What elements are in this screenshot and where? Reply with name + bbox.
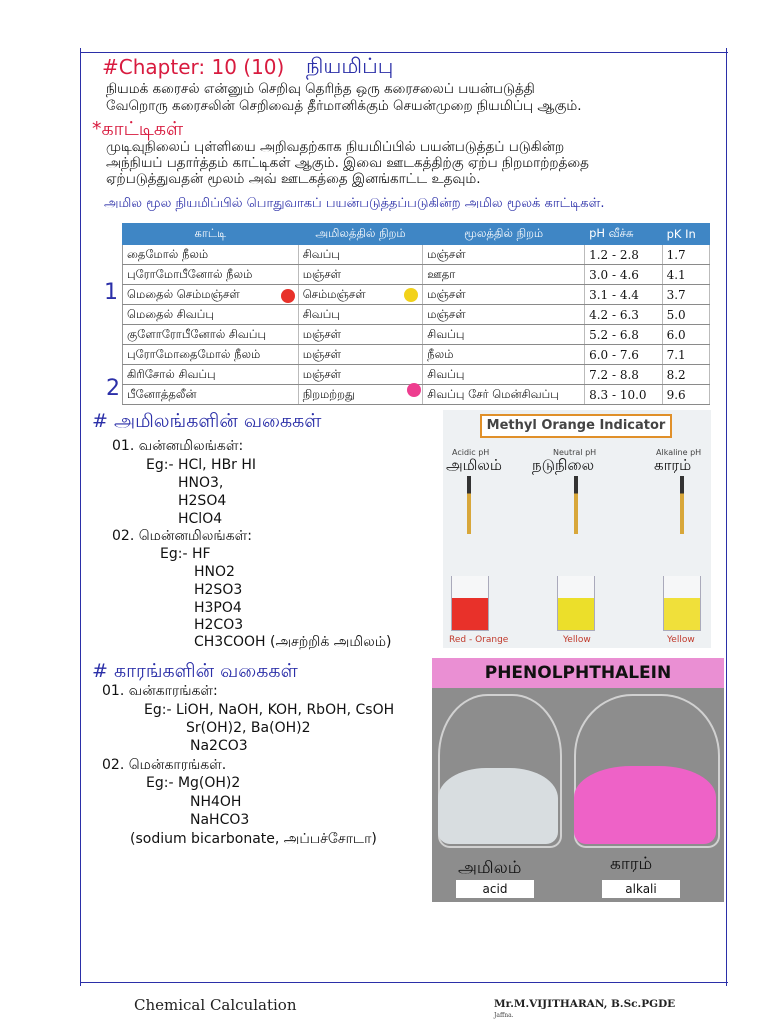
cell-ph-range: 4.2 - 6.3 bbox=[585, 305, 663, 325]
weak-acid-item: H2CO3 bbox=[194, 617, 244, 633]
cell-base-color: சிவப்பு சேர் மென்சிவப்பு bbox=[423, 385, 585, 405]
cell-pkin: 8.2 bbox=[662, 365, 709, 385]
alkali-label-ta: காரம் bbox=[654, 456, 692, 474]
intro-line-2: வேறொரு கரைசலின் செறிவைத் தீர்மானிக்கும் செயன்முறை நியமிப்பு ஆகும். bbox=[106, 98, 582, 114]
cell-indicator: மெதைல் சிவப்பு bbox=[123, 305, 299, 325]
cell-base-color: சிவப்பு bbox=[423, 325, 585, 345]
acid-label-ta: அமிலம் bbox=[446, 456, 502, 474]
cell-indicator: புரோமோதைமோல் நீலம் bbox=[123, 345, 299, 365]
acidic-ph-label: Acidic pH bbox=[452, 448, 490, 457]
acid-beaker bbox=[451, 576, 489, 631]
cell-pkin: 5.0 bbox=[662, 305, 709, 325]
col-header-pkin: pK In bbox=[662, 224, 709, 245]
weak-acid-item: HNO2 bbox=[194, 564, 235, 580]
cell-base-color: மஞ்சள் bbox=[423, 285, 585, 305]
alkali-caption: alkali bbox=[602, 880, 680, 898]
neutral-ph-label: Neutral pH bbox=[553, 448, 597, 457]
cell-indicator: பீனோத்தலீன் bbox=[123, 385, 299, 405]
intro-line-1: நியமக் கரைசல் என்னும் செறிவு தெரிந்த ஒரு கரைசலைப் பயன்படுத்தி bbox=[106, 81, 535, 97]
cell-base-color: ஊதா bbox=[423, 265, 585, 285]
cell-acid-color: மஞ்சள் bbox=[298, 325, 423, 345]
yellow-dot-marker bbox=[404, 288, 418, 302]
cell-pkin: 4.1 bbox=[662, 265, 709, 285]
table-row bbox=[123, 365, 710, 385]
weak-base-item: NH4OH bbox=[190, 794, 242, 810]
table-row bbox=[123, 305, 710, 325]
row-marker-1: 1 bbox=[104, 280, 118, 305]
methyl-orange-title: Methyl Orange Indicator bbox=[480, 414, 672, 438]
acid-caption: acid bbox=[456, 880, 534, 898]
acid-solution bbox=[438, 768, 558, 844]
table-row bbox=[123, 265, 710, 285]
indicators-line-1: முடிவுநிலைப் புள்ளியை அறிவதற்காக நியமிப்பில் பயன்படுத்தப் படுகின்ற bbox=[106, 139, 565, 155]
indicator-table bbox=[122, 223, 710, 405]
acid-color-label: Red - Orange bbox=[449, 635, 509, 645]
strong-acids-eg: Eg:- HCl, HBr HI bbox=[146, 457, 257, 473]
cell-base-color: நீலம் bbox=[423, 345, 585, 365]
cell-acid-color: சிவப்பு bbox=[298, 305, 423, 325]
weak-acid-item: H3PO4 bbox=[194, 600, 242, 616]
cell-pkin: 6.0 bbox=[662, 325, 709, 345]
strong-acid-item: HClO4 bbox=[178, 511, 223, 527]
table-row bbox=[123, 345, 710, 365]
weak-bases-label: 02. மென்காரங்கள். bbox=[102, 757, 227, 773]
cell-indicator: கிரிசோல் சிவப்பு bbox=[123, 365, 299, 385]
row-marker-2: 2 bbox=[106, 376, 120, 401]
table-row bbox=[123, 245, 710, 265]
footer-author: Mr.M.VIJITHARAN, B.Sc.PGDE bbox=[494, 998, 676, 1010]
page-border-right bbox=[726, 48, 727, 986]
chapter-label: #Chapter: 10 (10) bbox=[102, 55, 285, 79]
cell-base-color: மஞ்சள் bbox=[423, 245, 585, 265]
cell-ph-range: 3.1 - 4.4 bbox=[585, 285, 663, 305]
indicators-line-3: ஏற்படுத்துவதன் மூலம் அவ் ஊடகத்தை இனங்காட்ட உதவும். bbox=[106, 171, 481, 187]
indicators-line-2: அந்நியப் பதார்த்தம் காட்டிகள் ஆகும். இவை ஊடகத்திற்கு ஏற்ப நிறமாற்றத்தை bbox=[106, 155, 589, 171]
cell-pkin: 1.7 bbox=[662, 245, 709, 265]
weak-acid-item: H2SO3 bbox=[194, 582, 243, 598]
strong-bases-eg: Eg:- LiOH, NaOH, KOH, RbOH, CsOH bbox=[144, 702, 395, 718]
col-header-ph-range: pH வீச்சு bbox=[585, 224, 663, 245]
footer-location: Jaffna. bbox=[494, 1012, 514, 1019]
cell-pkin: 7.1 bbox=[662, 345, 709, 365]
alkali-solution bbox=[574, 766, 716, 844]
strong-acids-label: 01. வன்னமிலங்கள்: bbox=[112, 438, 244, 454]
phenolphthalein-figure bbox=[432, 658, 724, 902]
dropper-icon bbox=[467, 476, 471, 534]
cell-ph-range: 8.3 - 10.0 bbox=[585, 385, 663, 405]
cell-pkin: 9.6 bbox=[662, 385, 709, 405]
footer-subject: Chemical Calculation bbox=[134, 996, 297, 1014]
dropper-icon bbox=[680, 476, 684, 534]
cell-ph-range: 7.2 - 8.8 bbox=[585, 365, 663, 385]
cell-acid-color: மஞ்சள் bbox=[298, 365, 423, 385]
ph-acid-label-ta: அமிலம் bbox=[458, 858, 522, 878]
cell-ph-range: 1.2 - 2.8 bbox=[585, 245, 663, 265]
page-border-bottom bbox=[80, 982, 728, 983]
table-row bbox=[123, 325, 710, 345]
phenolphthalein-title: PHENOLPHTHALEIN bbox=[432, 658, 724, 688]
table-header-row bbox=[123, 224, 710, 245]
neutral-color-label: Yellow bbox=[563, 635, 591, 645]
col-header-acid-color: அமிலத்தில் நிறம் bbox=[298, 224, 423, 245]
acids-heading: # அமிலங்களின் வகைகள் bbox=[92, 410, 322, 432]
strong-base-item: Sr(OH)2, Ba(OH)2 bbox=[186, 720, 311, 736]
page-border-left bbox=[80, 48, 81, 986]
bases-heading: # காரங்களின் வகைகள் bbox=[92, 660, 298, 682]
cell-ph-range: 6.0 - 7.6 bbox=[585, 345, 663, 365]
cell-acid-color: சிவப்பு bbox=[298, 245, 423, 265]
cell-ph-range: 3.0 - 4.6 bbox=[585, 265, 663, 285]
bases-note: (sodium bicarbonate, அப்பச்சோடா) bbox=[130, 831, 377, 847]
cell-acid-color: நிறமற்றது bbox=[298, 385, 423, 405]
cell-indicator: மெதைல் செம்மஞ்சள் bbox=[123, 285, 299, 305]
weak-acids-eg: Eg:- HF bbox=[160, 546, 211, 562]
cell-acid-color: மஞ்சள் bbox=[298, 345, 423, 365]
indicators-heading: *காட்டிகள் bbox=[92, 118, 184, 140]
chapter-title: நியமிப்பு bbox=[306, 54, 394, 78]
dropper-icon bbox=[574, 476, 578, 534]
cell-indicator: புரோமோபீனோல் நீலம் bbox=[123, 265, 299, 285]
cell-ph-range: 5.2 - 6.8 bbox=[585, 325, 663, 345]
col-header-indicator: காட்டி bbox=[123, 224, 299, 245]
strong-base-item: Na2CO3 bbox=[190, 738, 248, 754]
weak-base-item: NaHCO3 bbox=[190, 812, 250, 828]
cell-indicator: குளோரோபீனோல் சிவப்பு bbox=[123, 325, 299, 345]
neutral-label-ta: நடுநிலை bbox=[532, 456, 595, 474]
strong-bases-label: 01. வன்காரங்கள்: bbox=[102, 683, 218, 699]
weak-acid-item: CH3COOH (அசற்றிக் அமிலம்) bbox=[194, 634, 392, 650]
weak-acids-label: 02. மென்னமிலங்கள்: bbox=[112, 528, 252, 544]
alkali-beaker bbox=[663, 576, 701, 631]
pink-dot-marker bbox=[407, 383, 421, 397]
alkaline-ph-label: Alkaline pH bbox=[656, 448, 702, 457]
cell-base-color: சிவப்பு bbox=[423, 365, 585, 385]
page-border-top bbox=[80, 52, 728, 53]
table-caption: அமில மூல நியமிப்பில் பொதுவாகப் பயன்படுத்தப்படுகின்ற அமில மூலக் காட்டிகள். bbox=[104, 196, 605, 211]
cell-acid-color: மஞ்சள் bbox=[298, 265, 423, 285]
cell-acid-color: செம்மஞ்சள் bbox=[298, 285, 423, 305]
cell-pkin: 3.7 bbox=[662, 285, 709, 305]
cell-base-color: மஞ்சள் bbox=[423, 305, 585, 325]
weak-bases-eg: Eg:- Mg(OH)2 bbox=[146, 775, 241, 791]
alkali-color-label: Yellow bbox=[667, 635, 695, 645]
neutral-beaker bbox=[557, 576, 595, 631]
strong-acid-item: H2SO4 bbox=[178, 493, 227, 509]
ph-alkali-label-ta: காரம் bbox=[610, 854, 653, 874]
strong-acid-item: HNO3, bbox=[178, 475, 224, 491]
red-dot-marker bbox=[281, 289, 295, 303]
col-header-base-color: மூலத்தில் நிறம் bbox=[423, 224, 585, 245]
cell-indicator: தைமோல் நீலம் bbox=[123, 245, 299, 265]
